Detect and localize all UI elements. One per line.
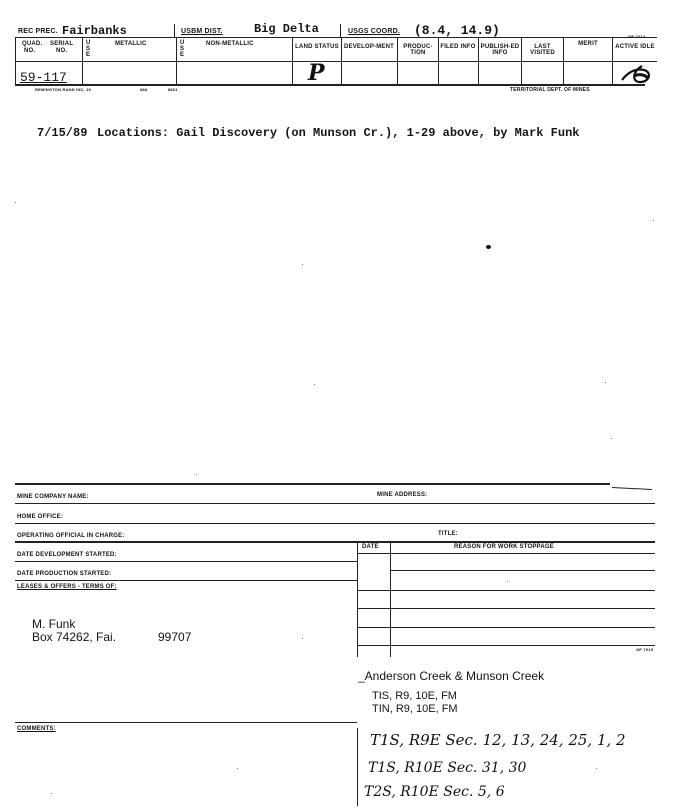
location-line-1: TIS, R9, 10E, FM — [372, 690, 457, 702]
active-idle-scribble — [618, 58, 656, 88]
handwritten-sections-2: T1S, R10E Sec. 31, 30 — [368, 760, 527, 776]
col-quad-no: NO. — [24, 48, 36, 54]
owner-name: M. Funk — [32, 617, 76, 631]
col-metallic: METALLIC — [115, 41, 147, 47]
col-use-e-1: E — [86, 52, 91, 58]
form-number-bottom: GP 7015 — [636, 647, 654, 652]
col-use-s-2: S — [180, 46, 185, 52]
col-active-idle: ACTIVE IDLE — [615, 44, 655, 50]
col-published-info: PUBLISH-ED INFO — [480, 44, 520, 56]
quad-value: 59-117 — [20, 70, 67, 85]
col-production: PRODUC-TION — [403, 44, 433, 56]
leases-offers-label: LEASES & OFFERS - TERMS OF: — [17, 584, 117, 590]
col-last-visited: LAST VISITED — [530, 44, 555, 56]
home-office-label: HOME OFFICE: — [17, 514, 64, 520]
printer-number-1: 888 — [140, 87, 148, 92]
rec-prec-value: Fairbanks — [62, 24, 127, 38]
land-status-mark: P — [308, 60, 325, 86]
usgs-coord-value: (8.4, 14.9) — [414, 23, 500, 38]
title-label: TITLE: — [438, 531, 458, 537]
printer-label: REMINGTON RAND INC. 20 — [35, 87, 92, 92]
form-number-top: GP 7014 — [628, 34, 646, 39]
handwritten-sections-1: T1S, R9E Sec. 12, 13, 24, 25, 1, 2 — [370, 731, 626, 749]
owner-address: Box 74262, Fai. — [32, 630, 117, 644]
department-label: TERRITORIAL DEPT. OF MINES — [510, 87, 590, 93]
note-text: Locations: Gail Discovery (on Munson Cr.), 1-29 above, by Mark Funk — [97, 126, 580, 140]
rec-prec-label: REC PREC. — [18, 28, 58, 35]
col-use-u-1: U — [86, 40, 91, 46]
mine-address-label: MINE ADDRESS: — [377, 492, 428, 498]
usbm-dist-label: USBM DIST. — [181, 28, 223, 35]
comments-label: COMMENTS: — [17, 726, 56, 732]
col-serial-no: NO. — [56, 48, 68, 54]
location-title: _Anderson Creek & Munson Creek — [358, 669, 545, 683]
stoppage-reason-header: REASON FOR WORK STOPPAGE — [454, 544, 554, 550]
col-use-e-2: E — [180, 52, 185, 58]
col-land-status: LAND STATUS — [295, 44, 339, 50]
usbm-dist-value: Big Delta — [254, 22, 319, 36]
col-serial: SERIAL — [50, 41, 74, 47]
col-use-s-1: S — [86, 46, 91, 52]
col-filed-info: FILED INFO — [440, 44, 476, 50]
ink-spot — [486, 245, 491, 249]
location-line-2: TIN, R9, 10E, FM — [372, 703, 458, 715]
usgs-coord-label: USGS COORD. — [348, 28, 400, 35]
date-production-label: DATE PRODUCTION STARTED: — [17, 571, 112, 577]
note-date: 7/15/89 — [37, 126, 88, 140]
mine-company-name-label: MINE COMPANY NAME: — [17, 494, 89, 500]
col-quad: QUAD. — [22, 41, 43, 47]
col-nonmetallic: NON-METALLIC — [206, 41, 254, 47]
stoppage-date-header: DATE — [362, 544, 379, 550]
col-development: DEVELOP-MENT — [343, 44, 395, 50]
owner-zip: 99707 — [158, 630, 192, 644]
printer-number-2: 8801 — [168, 87, 178, 92]
handwritten-sections-3: T2S, R10E Sec. 5, 6 — [364, 784, 505, 800]
operating-official-label: OPERATING OFFICIAL IN CHARGE: — [17, 533, 125, 539]
col-merit: MERIT — [578, 41, 598, 47]
date-development-label: DATE DEVELOPMENT STARTED: — [17, 552, 117, 558]
col-use-u-2: U — [180, 40, 185, 46]
